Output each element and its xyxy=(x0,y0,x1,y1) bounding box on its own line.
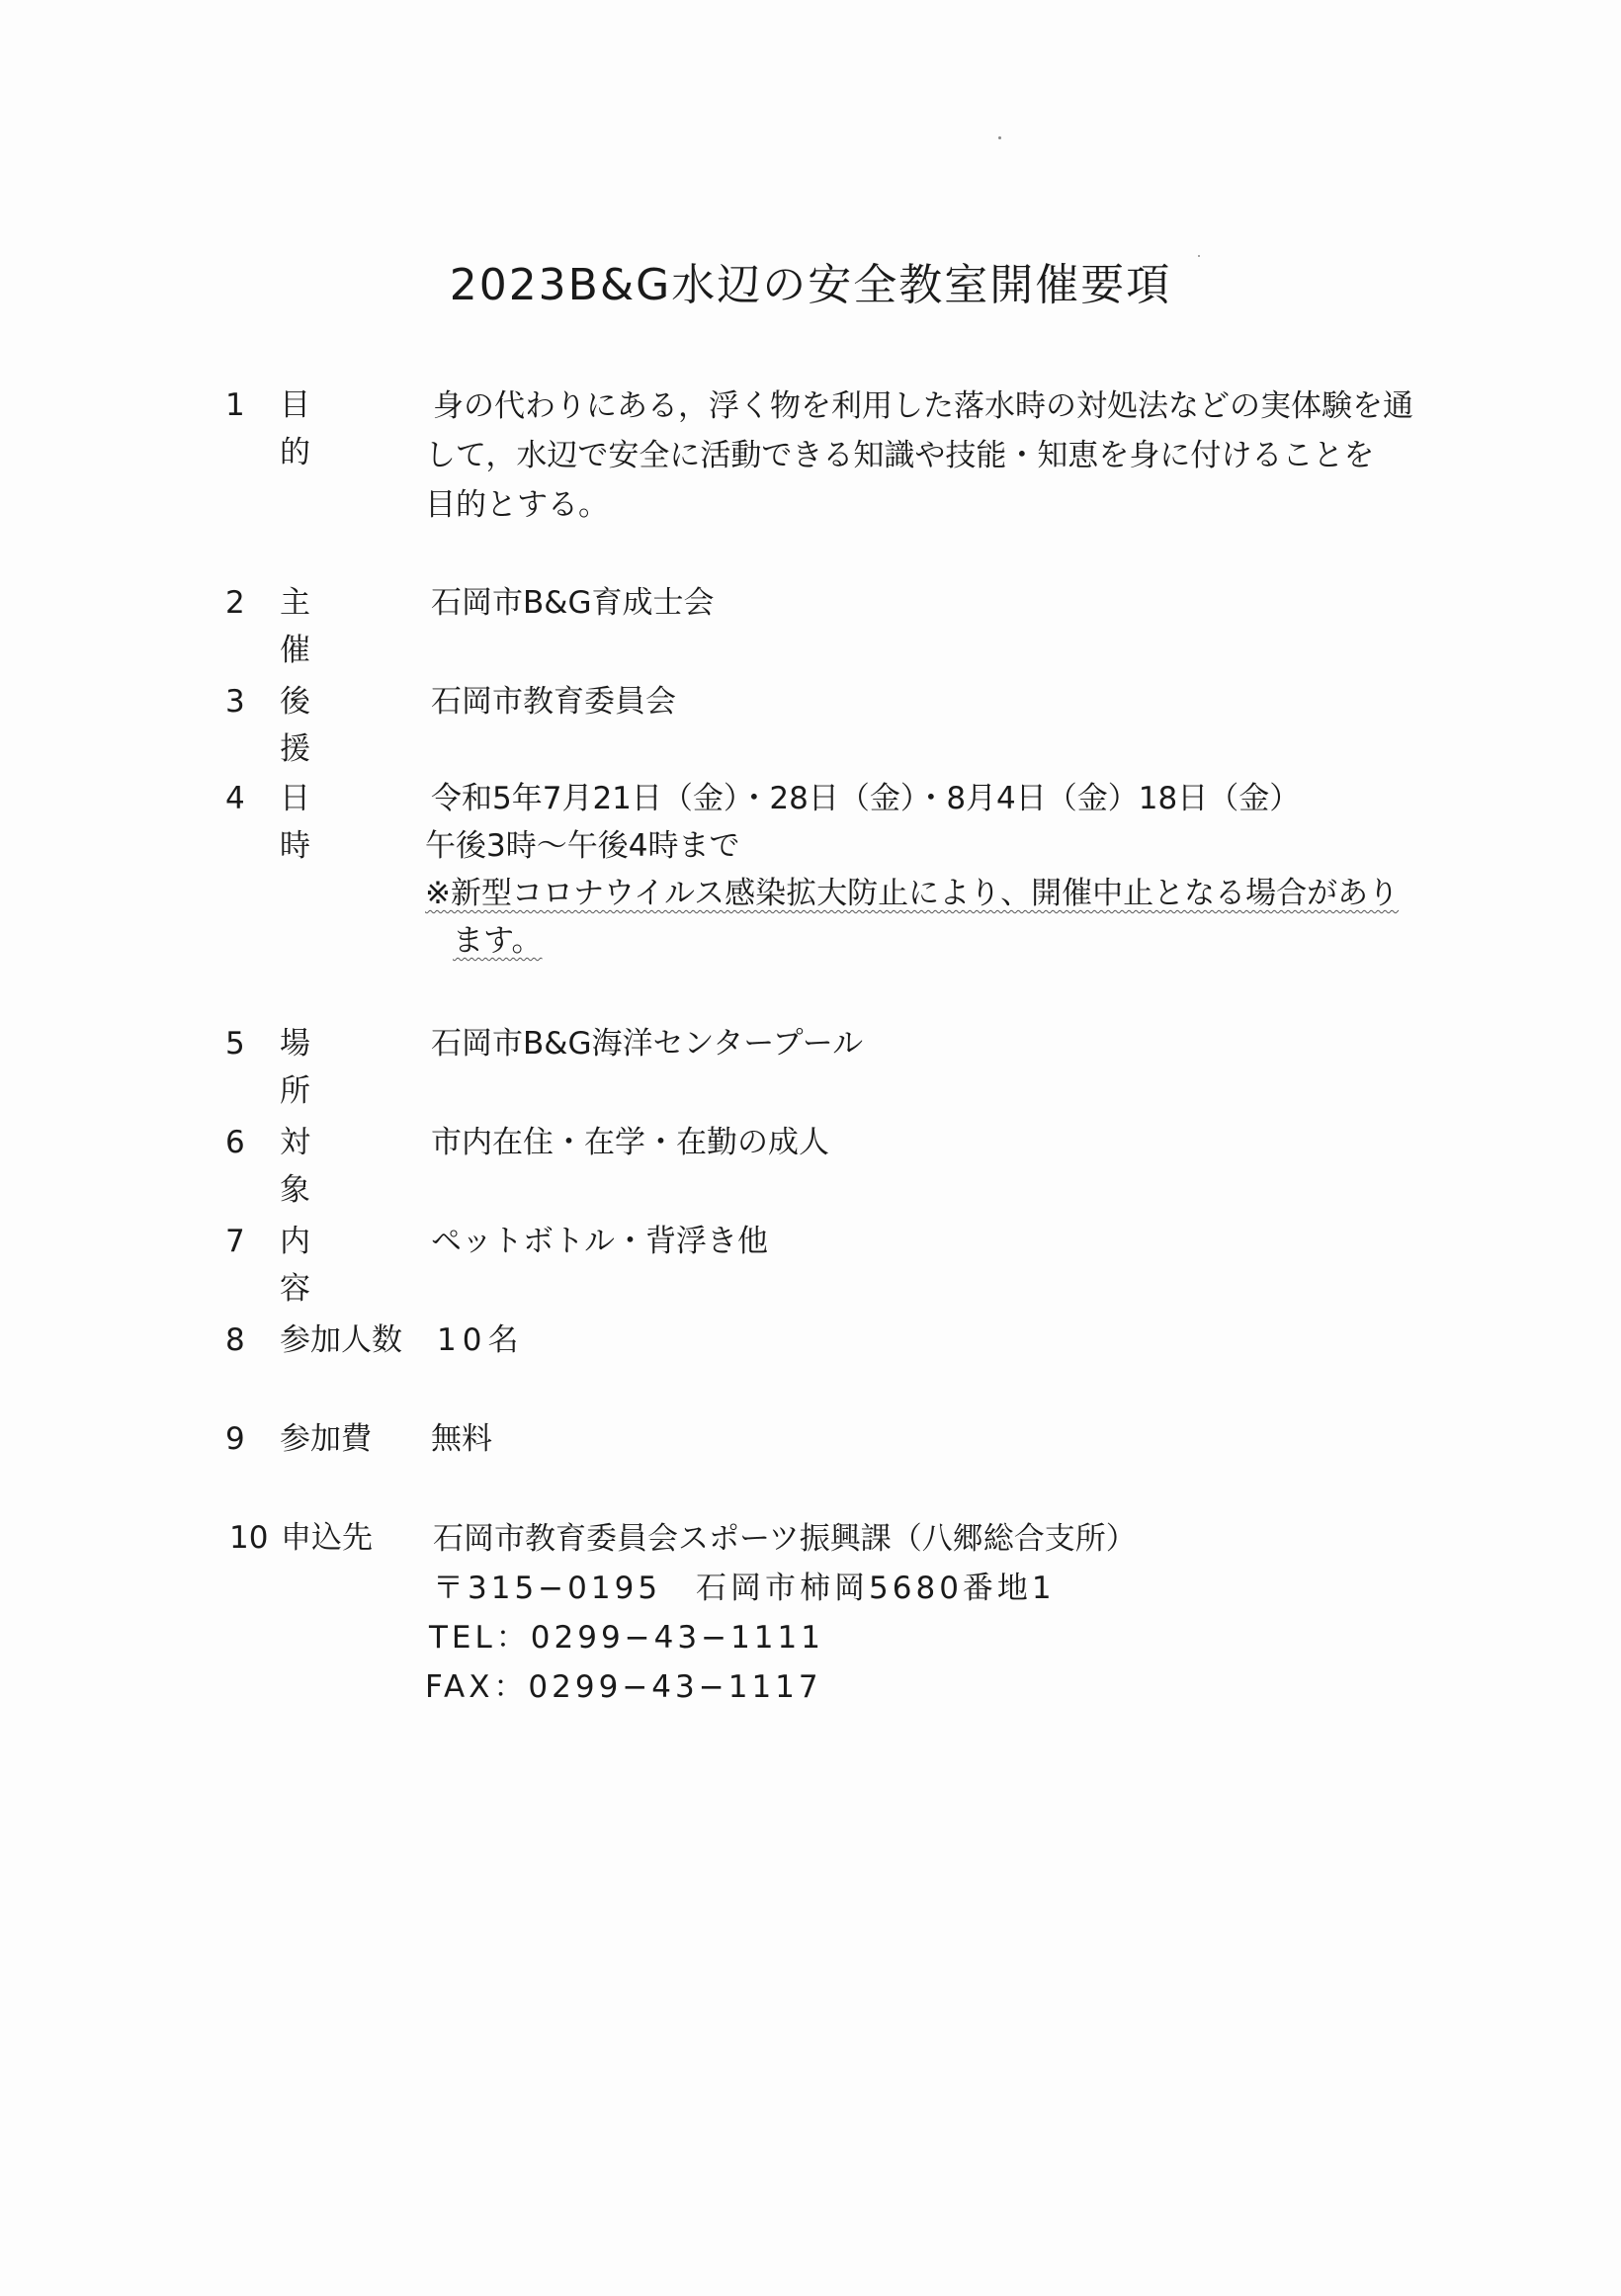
item-label: 主 催 xyxy=(280,585,340,668)
content-line: 令和5年7月21日（金）・28日（金）・8月4日（金）18日（金） xyxy=(431,781,1301,816)
document-title: 2023B&G水辺の安全教室開催要項 xyxy=(449,260,1172,310)
content-line: 市内在住・在学・在勤の成人 xyxy=(431,1125,829,1160)
item-content xyxy=(431,1119,1617,1166)
content-line: 10名 xyxy=(437,1322,525,1358)
item-content xyxy=(431,678,1617,725)
item-number: 2 xyxy=(225,585,245,621)
item-label: 日 時 xyxy=(280,781,340,864)
item-label: 内 容 xyxy=(280,1224,340,1307)
cancellation-note: ます。 xyxy=(453,923,543,959)
content-line: して，水辺で安全に活動できる知識や技能・知恵を身に付けることを xyxy=(425,438,1375,473)
item-number: 10 xyxy=(229,1520,269,1556)
content-line: 石岡市B&G海洋センタープール xyxy=(431,1026,864,1062)
cancellation-note: ※新型コロナウイルス感染拡大防止により、開催中止となる場合があり xyxy=(425,876,1400,911)
item-number: 7 xyxy=(225,1224,245,1259)
postal-address: 〒315−0195 石岡市柿岡5680番地1 xyxy=(433,1571,1056,1606)
item-content xyxy=(431,1317,1617,1364)
item-number: 5 xyxy=(225,1026,245,1062)
item-label: 参加費 xyxy=(280,1421,372,1457)
item-content xyxy=(431,1415,1617,1463)
item-label: 目 的 xyxy=(280,387,340,470)
content-line: ペットボトル・背浮き他 xyxy=(431,1224,768,1259)
item-label: 申込先 xyxy=(281,1520,373,1556)
item-number: 1 xyxy=(225,387,245,423)
item-number: 4 xyxy=(225,781,245,816)
content-line xyxy=(425,870,1611,917)
fax-number: FAX：0299−43−1117 xyxy=(425,1669,822,1705)
scan-speck xyxy=(998,136,1001,139)
item-content xyxy=(425,775,1611,965)
content-line: 午後3時～午後4時まで xyxy=(425,828,740,864)
item-number: 3 xyxy=(225,684,245,720)
content-line: 目的とする。 xyxy=(425,487,609,523)
item-number: 9 xyxy=(225,1421,245,1457)
item-number: 6 xyxy=(225,1125,245,1160)
content-line: 身の代わりにある，浮く物を利用した落水時の対処法などの実体験を通 xyxy=(433,388,1413,424)
content-line xyxy=(425,917,1611,965)
item-content xyxy=(431,579,1617,627)
item-content xyxy=(425,382,1611,530)
item-label: 参加人数 xyxy=(280,1322,402,1358)
content-line: 石岡市B&G育成士会 xyxy=(431,585,715,621)
item-label: 対 象 xyxy=(280,1125,340,1208)
telephone-number: TEL：0299−43−1111 xyxy=(429,1620,824,1656)
item-number: 8 xyxy=(225,1322,245,1358)
content-line: 石岡市教育委員会 xyxy=(431,684,676,720)
item-content xyxy=(431,1218,1617,1265)
item-content xyxy=(431,1020,1617,1067)
item-label: 後 援 xyxy=(280,684,340,767)
content-line: 無料 xyxy=(431,1421,492,1457)
item-content xyxy=(425,1514,1611,1712)
item-label: 場 所 xyxy=(280,1026,340,1109)
content-line: 石岡市教育委員会スポーツ振興課（八郷総合支所） xyxy=(433,1521,1137,1557)
